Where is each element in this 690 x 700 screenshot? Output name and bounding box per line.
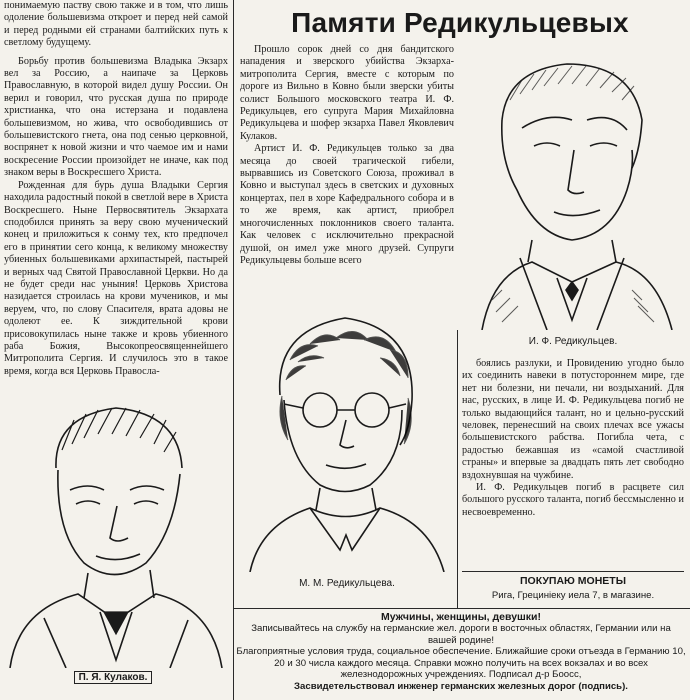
rail-ad-title: Мужчины, женщины, девушки! xyxy=(380,611,542,623)
left-paragraph-1: Борьбу против большевизма Владыка Экзарх вел за Россию, а наипаче за Церковь Православную, в которой видел душу России. Он верил и говорил, что русская душа по природе христианка, что она истерзана и подавлена большевизмом, но жива, что освободившись от большевистского гнета, она под сенью церковной, воспрянет к новой жизни и что чаемое им и нами воскресение России произойдет не иначе, как под знаком веры в Воскресшего Христа. xyxy=(4,55,228,179)
column-divider-left xyxy=(233,0,234,700)
middle-paragraph-1: Прошло сорок дней со дня бандитского нападения и зверского убийства Экзарха-митрополита Сергия, вместе с которым по дороге из Вильно в Ковно были зверски убиты солист Большого московского театра И. Ф. Редикульцев, его супруга Мария Михайловна Редикульцева и шофер экзарха Павел Яковлевич Кулаков. xyxy=(240,44,454,142)
rail-ad xyxy=(236,611,686,699)
rail-ad-line-2: Благоприятные условия труда, социальное обеспечение. Ближайшие сроки отъезда в Германию 10, 20 и 30 числа каждого месяца. Справки можно получить на всех вокзалах и во всех железнодорожных учреждениях. Подписал д-р Боосс, xyxy=(236,646,686,681)
caption-kulakov: П. Я. Кулаков. xyxy=(74,671,153,684)
left-continuation: понимаемую паству свою также и в том, что лишь одоление большевизма откроет и перед ней самой и перед родными ей странами балтийских путь к светлому будущему. xyxy=(4,0,228,49)
caption-kulakov-frame xyxy=(58,672,168,683)
right-column-text xyxy=(462,358,684,568)
coin-ad-address: Рига, Грецинieку иела 7, в магазине. xyxy=(491,590,655,601)
middle-column-text xyxy=(240,44,454,320)
coin-ad-top-rule xyxy=(462,571,684,572)
left-paragraph-2: Рожденная для бурь душа Владыки Сергия находила радостный покой в светлой вере в Христа Воскресшего. Ныне Первосвятитель Экзархата сподобился принять за веру свою мученический конец и приложиться к сонму тех, кто предпочел его в принятии сего конца, к великому множеству убиенных большевиками архипастырей, пастырей и верных чад Святой Православной Церкви. Но да не будет среди нас уныния! Церковь Христова назидается строилась на крови мучеников, и мы веруем, что, по слову Спасителя, врата адовы не одолеют ее. К зиждительной крови присовокупилась ныне также и кровь убиенного раба Божия, Высокопреосвященнейшего Митрополита Сергия. И случилось это в такое время, когда вся Церковь Правосла- xyxy=(4,179,228,377)
rail-ad-top-rule xyxy=(233,608,690,609)
coin-ad-title: ПОКУПАЮ МОНЕТЫ xyxy=(520,575,626,587)
left-column-text xyxy=(4,0,228,395)
caption-redikultseva: М. М. Редикульцева. xyxy=(299,578,395,589)
portrait-kulakov xyxy=(4,398,228,668)
middle-paragraph-2: Артист И. Ф. Редикульцев только за два месяца до своей трагической гибели, вырвавшись из Советского Союза, проживал в Ковно и выступал здесь в светских и духовных концертах, пел в хоре Кафедрального собора и в то же время, как артист, приобрел многочисленных поклонников своего таланта. Как человек с исключительно прекрасной душой, он имел уже много друзей. Супруги Редикульцевы больше всего xyxy=(240,143,454,266)
portrait-redikultsev xyxy=(462,50,684,330)
portrait-redikultseva xyxy=(240,300,454,572)
article-headline: Памяти Редикульцевых xyxy=(291,7,629,38)
right-paragraph-2: И. Ф. Редикульцев погиб в расцвете сил большого русского таланта, погиб бессмысленно и несвоевременно. xyxy=(462,482,684,518)
rail-ad-line-3: Засвидетельствовал инженер германских железных дорог (подпись). xyxy=(294,680,628,692)
column-divider-right xyxy=(457,330,458,608)
right-paragraph-1: боялись разлуки, и Провидению угодно было их соединить навеки в потустороннем мире, где нет ни болезни, ни печали, ни воздыханий. Для нас, русских, в лице И. Ф. Редикульцева погиб не только выдающийся талант, но и цельно-русский человек, перенесший на своих плечах все ужасы большевистского рабства. Погибла чета, с радостью бежавшая из «самой счастливой страны» и впервые за двадцать пять лет свободно вздохнувшая на чужбине. xyxy=(462,358,684,481)
rail-ad-line-1: Записывайтесь на службу на германские жел. дороги в восточных областях, Германии или на вашей родине! xyxy=(251,623,671,646)
caption-redikultsev: И. Ф. Редикульцев. xyxy=(528,336,618,347)
